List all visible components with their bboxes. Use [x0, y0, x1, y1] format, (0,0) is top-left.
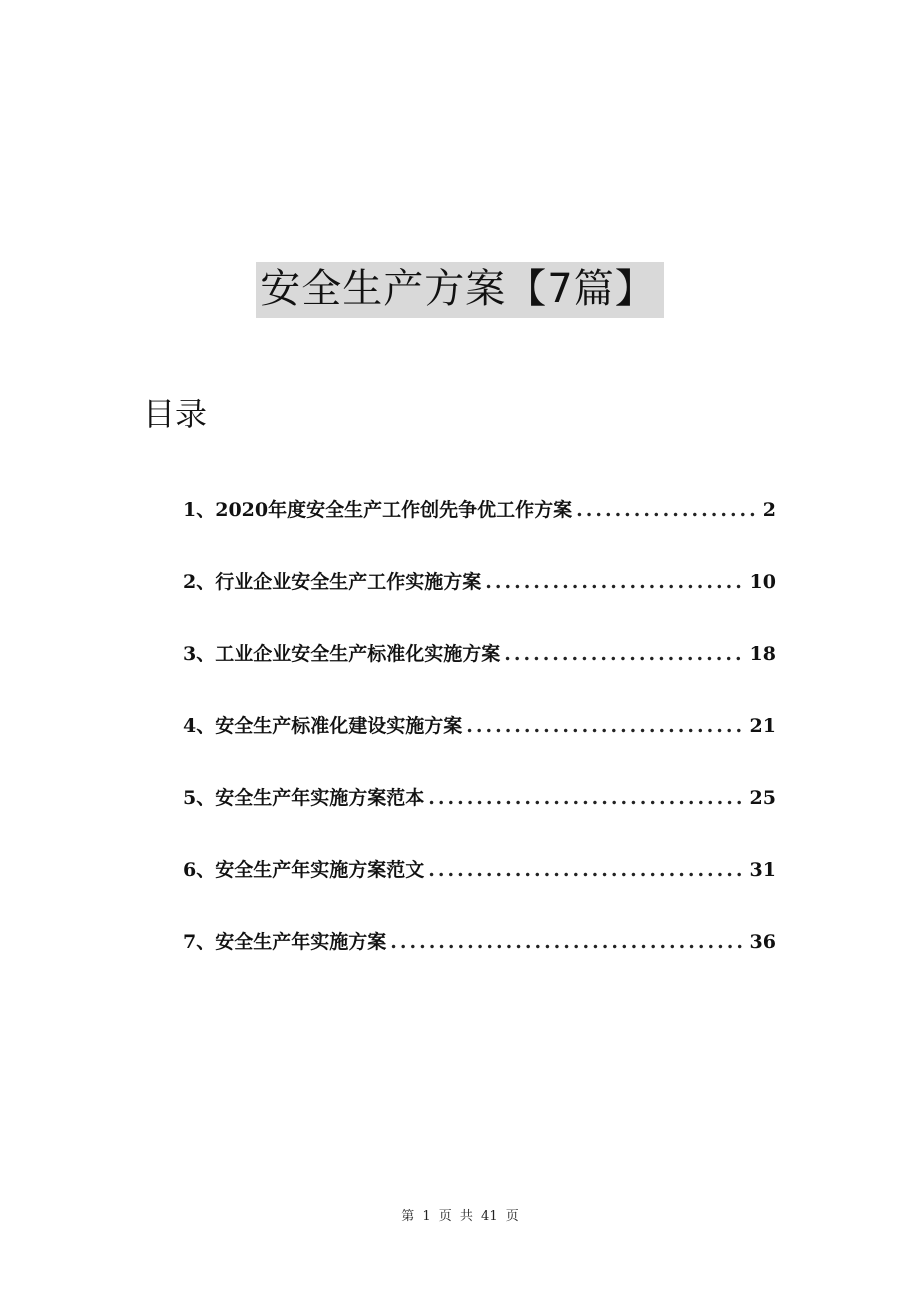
toc-entry-label: 1、2020年度安全生产工作创先争优工作方案 [183, 499, 573, 521]
toc-entry-label: 6、安全生产年实施方案范文 [183, 859, 425, 881]
toc-leader-dots [504, 636, 745, 672]
toc-entry-label: 5、安全生产年实施方案范本 [183, 787, 425, 809]
toc-entry-page: 18 [749, 643, 776, 665]
toc-entry-page: 36 [749, 931, 776, 953]
toc-entry-label: 7、安全生产年实施方案 [183, 931, 387, 953]
toc-leader-dots [466, 708, 745, 744]
toc-entry-page: 21 [749, 715, 776, 737]
toc-entry-3[interactable] [183, 636, 776, 708]
toc-entry-page: 25 [749, 787, 776, 809]
toc-entry-6[interactable] [183, 852, 776, 924]
toc-entry-label: 2、行业企业安全生产工作实施方案 [183, 571, 482, 593]
toc-entry-7[interactable] [183, 924, 776, 996]
toc-entry-2[interactable] [183, 564, 776, 636]
toc-entry-4[interactable] [183, 708, 776, 780]
toc-entry-page: 2 [762, 499, 776, 521]
toc-leader-dots [576, 492, 759, 528]
toc-leader-dots [390, 924, 745, 960]
toc-entry-page: 31 [749, 859, 776, 881]
table-of-contents [183, 492, 776, 996]
toc-leader-dots [428, 852, 745, 888]
toc-leader-dots [485, 564, 745, 600]
document-title: 安全生产方案【7篇】 [256, 262, 663, 318]
toc-entry-page: 10 [749, 571, 776, 593]
toc-entry-label: 3、工业企业安全生产标准化实施方案 [183, 643, 501, 665]
toc-entry-5[interactable] [183, 780, 776, 852]
toc-leader-dots [428, 780, 745, 816]
toc-entry-1[interactable] [183, 492, 776, 564]
title-container [0, 262, 920, 318]
toc-heading: 目录 [143, 395, 208, 433]
page-footer: 第 1 页 共 41 页 [401, 1209, 519, 1224]
toc-entry-label: 4、安全生产标准化建设实施方案 [183, 715, 463, 737]
